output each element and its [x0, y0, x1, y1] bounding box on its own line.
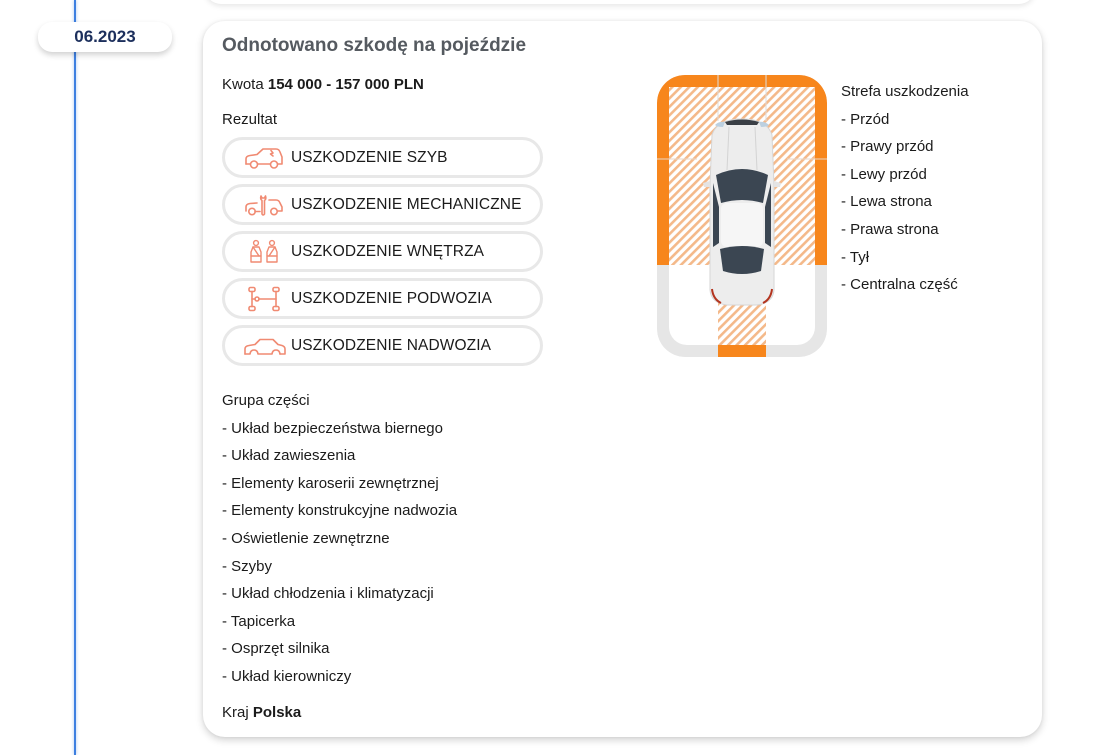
amount-row: [222, 76, 424, 93]
chassis-axle-icon: [243, 286, 287, 312]
car-top-view-icon: [703, 119, 781, 305]
parts-group: [222, 387, 457, 691]
timeline-line: [74, 0, 76, 755]
result-label-glass: USZKODZENIE SZYB: [291, 148, 448, 166]
parts-item: - Tapicerka: [222, 612, 296, 630]
damage-zone-item: - Centralna część: [841, 276, 958, 294]
previous-event-card: [205, 0, 1035, 4]
card-title: Odnotowano szkodę na pojeździe: [222, 35, 527, 56]
damage-zone-item: - Przód: [841, 110, 890, 128]
parts-item: - Układ chłodzenia i klimatyzacji: [222, 585, 434, 603]
car-wrench-icon: [243, 192, 287, 218]
damage-zones: [841, 78, 969, 299]
car-seats-icon: [243, 239, 287, 265]
parts-item: - Układ kierowniczy: [222, 667, 352, 685]
results-list: [222, 137, 543, 372]
damage-zone-item: - Prawy przód: [841, 138, 934, 156]
parts-item: - Elementy konstrukcyjne nadwozia: [222, 502, 458, 520]
car-glass-damage-icon: [243, 145, 287, 171]
parts-group-label: Grupa części: [222, 392, 310, 409]
parts-item: - Elementy karoserii zewnętrznej: [222, 474, 439, 492]
damage-zone-item: - Prawa strona: [841, 220, 939, 238]
parts-item: - Układ zawieszenia: [222, 447, 356, 465]
country-label: Kraj: [222, 704, 249, 721]
parts-item: - Osprzęt silnika: [222, 640, 330, 658]
damage-zone-label: Strefa uszkodzenia: [841, 83, 969, 100]
result-pill-body[interactable]: [222, 325, 543, 366]
parts-item: - Oświetlenie zewnętrzne: [222, 529, 390, 547]
country-value: Polska: [252, 704, 302, 721]
damage-zone-item: - Lewa strona: [841, 193, 932, 211]
result-label: Rezultat: [222, 111, 278, 128]
result-label-interior: USZKODZENIE WNĘTRZA: [291, 242, 485, 260]
result-pill-interior[interactable]: [222, 231, 543, 272]
parts-item: - Szyby: [222, 557, 273, 575]
result-pill-chassis[interactable]: [222, 278, 543, 319]
damage-zone-item: - Lewy przód: [841, 165, 927, 183]
result-label-body: USZKODZENIE NADWOZIA: [291, 336, 492, 354]
parts-item: - Układ bezpieczeństwa biernego: [222, 419, 443, 437]
result-label-mechanical: USZKODZENIE MECHANICZNE: [291, 195, 522, 213]
car-damage-diagram: [657, 75, 827, 357]
date-badge: [38, 22, 172, 52]
amount-value: 154 000 - 157 000 PLN: [267, 76, 424, 93]
damage-zone-item: - Tył: [841, 248, 870, 266]
country-row: [222, 704, 301, 721]
date-text: 06.2023: [74, 27, 136, 46]
result-pill-mechanical[interactable]: [222, 184, 543, 225]
car-body-icon: [243, 333, 287, 359]
damage-event-card: [203, 21, 1042, 737]
result-pill-glass[interactable]: [222, 137, 543, 178]
amount-label: Kwota: [222, 76, 264, 93]
result-label-chassis: USZKODZENIE PODWOZIA: [291, 289, 492, 307]
